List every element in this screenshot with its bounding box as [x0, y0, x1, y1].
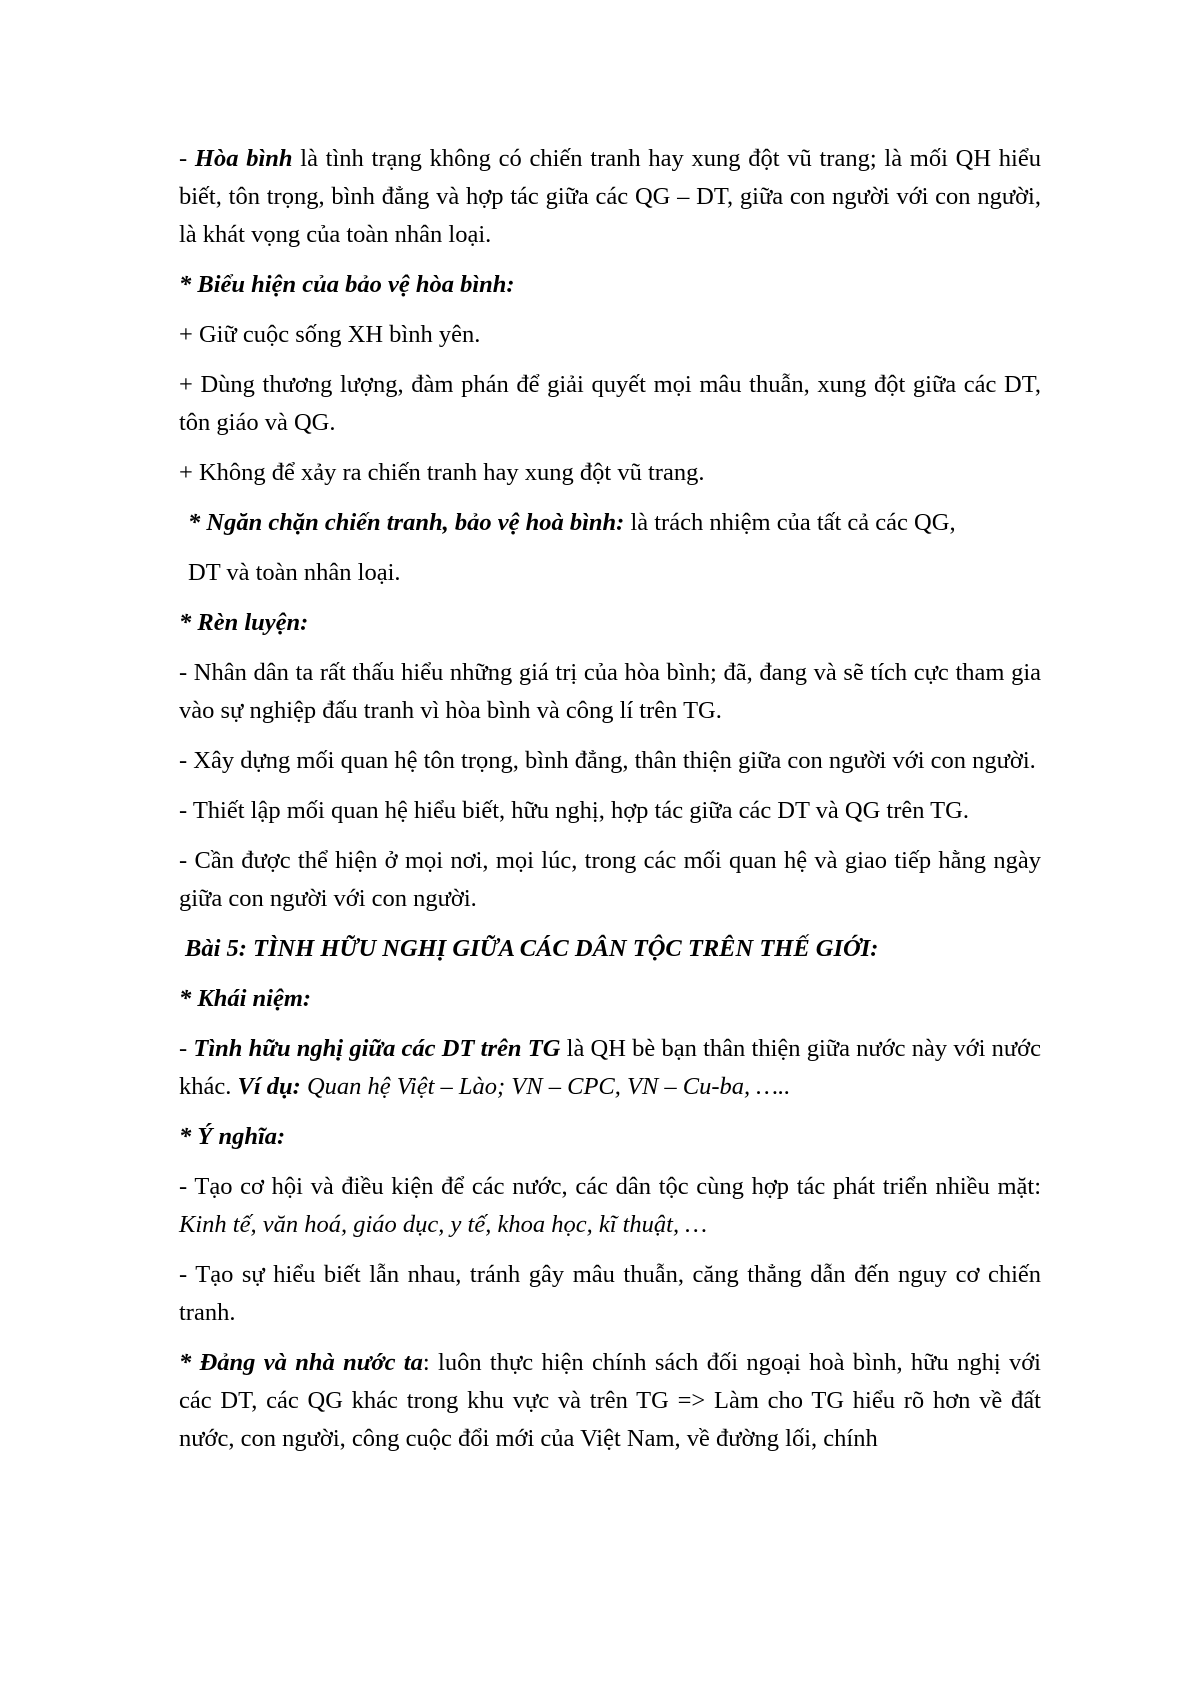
list-item-ren-luyen-1: - Nhân dân ta rất thấu hiểu những giá trị của hòa bình; đã, đang và sẽ tích cực tham gia vào sự nghiệp đấu tranh vì hòa bình và công lí trên TG.: [179, 659, 1041, 724]
y-nghia-1-italic: Kinh tế, văn hoá, giáo dục, y tế, khoa học, kĩ thuật, …: [179, 1211, 708, 1238]
term-hoa-binh: Hòa bình: [194, 145, 293, 172]
list-item-bieu-hien-1: + Giữ cuộc sống XH bình yên.: [179, 321, 481, 348]
heading-bieu-hien: * Biểu hiện của bảo vệ hòa bình:: [179, 271, 515, 298]
dash-prefix: -: [179, 145, 195, 172]
khai-niem-text: là QH bè bạn thân thiện giữa nước này với nước khác.: [179, 1035, 1041, 1100]
list-item-y-nghia-1: [179, 1168, 1041, 1244]
list-item-ren-luyen-2: - Xây dựng mối quan hệ tôn trọng, bình đẳng, thân thiện giữa con người với con người.: [179, 747, 1036, 774]
dash-prefix: -: [179, 1035, 194, 1062]
list-item-bieu-hien-3: + Không để xảy ra chiến tranh hay xung đột vũ trang.: [179, 459, 705, 486]
heading-y-nghia: * Ý nghĩa:: [179, 1123, 286, 1150]
document-page: [179, 140, 1041, 1470]
ngan-chan-text-1: là trách nhiệm của tất cả các QG,: [624, 509, 956, 536]
heading-khai-niem: * Khái niệm:: [179, 985, 312, 1012]
example-label: Ví dụ:: [237, 1073, 301, 1100]
list-item-y-nghia-2: - Tạo sự hiểu biết lẫn nhau, tránh gây mâu thuẫn, căng thẳng dẫn đến nguy cơ chiến tranh.: [179, 1261, 1041, 1326]
heading-ren-luyen: * Rèn luyện:: [179, 609, 309, 636]
paragraph-dang-nha-nuoc: [179, 1344, 1041, 1458]
y-nghia-1-text: - Tạo cơ hội và điều kiện để các nước, các dân tộc cùng hợp tác phát triển nhiều mặt:: [179, 1173, 1041, 1200]
paragraph-khai-niem: [179, 1030, 1041, 1106]
term-ngan-chan: * Ngăn chặn chiến tranh, bảo vệ hoà bình:: [188, 509, 625, 536]
paragraph-ngan-chan: [179, 504, 1041, 542]
paragraph-hoa-binh-definition: [179, 140, 1041, 254]
lesson-title-bai-5: Bài 5: TÌNH HỮU NGHỊ GIỮA CÁC DÂN TỘC TRÊN THẾ GIỚI:: [185, 935, 879, 962]
list-item-bieu-hien-2: + Dùng thương lượng, đàm phán để giải quyết mọi mâu thuẫn, xung đột giữa các DT, tôn giáo và QG.: [179, 371, 1041, 436]
dang-text: : luôn thực hiện chính sách đối ngoại hoà bình, hữu nghị với các DT, các QG khác trong khu vực và trên TG => Làm cho TG hiểu rõ hơn về đất nước, con người, công cuộc đổi mới của Việt Nam, về đường lối, chính: [179, 1349, 1041, 1452]
definition-text: là tình trạng không có chiến tranh hay xung đột vũ trang; là mối QH hiểu biết, tôn trọng, bình đẳng và hợp tác giữa các QG – DT, giữa con người với con người, là khát vọng của toàn nhân loại.: [179, 145, 1041, 248]
list-item-ren-luyen-3: - Thiết lập mối quan hệ hiểu biết, hữu nghị, hợp tác giữa các DT và QG trên TG.: [179, 797, 969, 824]
example-text: Quan hệ Việt – Lào; VN – CPC, VN – Cu-ba, …..: [300, 1073, 791, 1100]
list-item-ren-luyen-4: - Cần được thể hiện ở mọi nơi, mọi lúc, trong các mối quan hệ và giao tiếp hằng ngày giữa con người với con người.: [179, 847, 1041, 912]
paragraph-ngan-chan-cont: DT và toàn nhân loại.: [188, 559, 401, 586]
term-dang-nha-nuoc: * Đảng và nhà nước ta: [179, 1349, 423, 1376]
term-tinh-huu-nghi: Tình hữu nghị giữa các DT trên TG: [193, 1035, 561, 1062]
